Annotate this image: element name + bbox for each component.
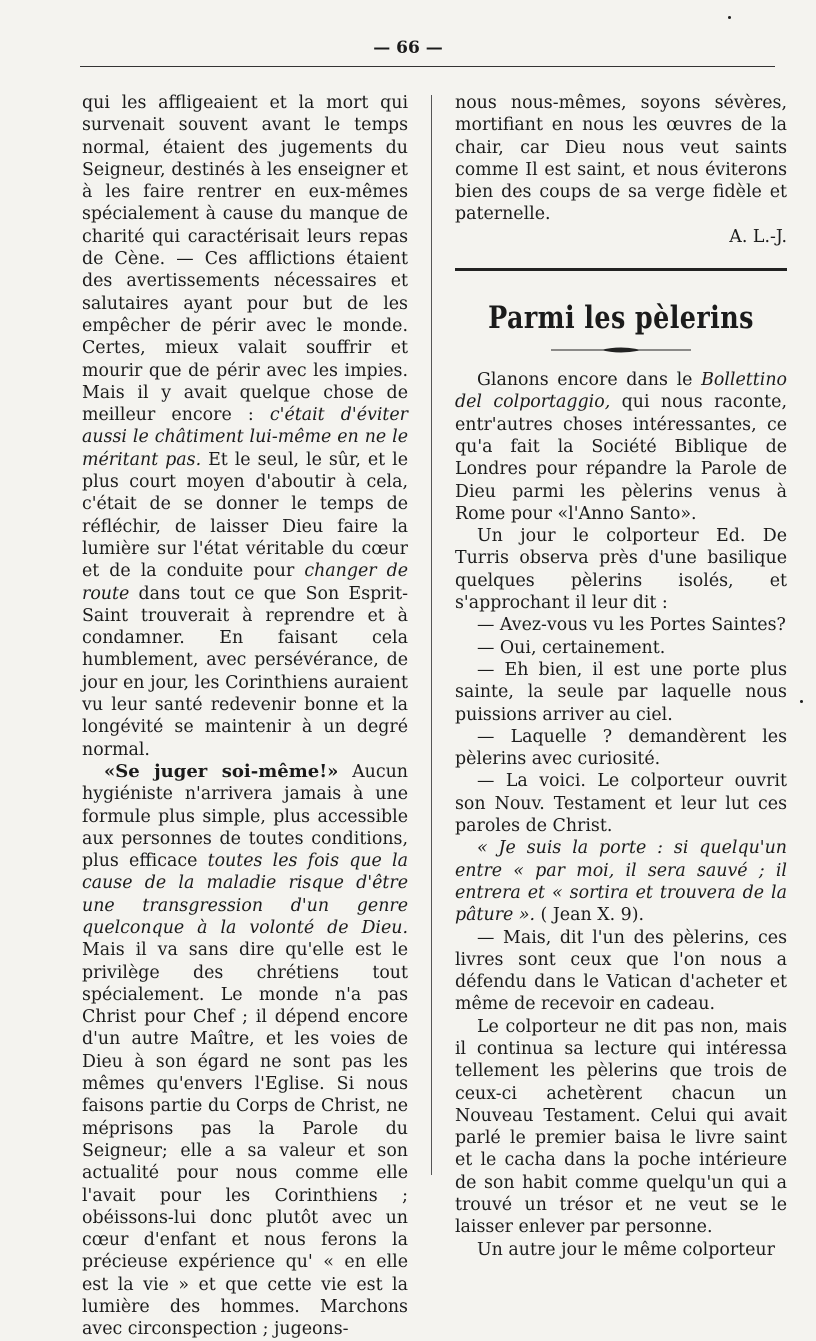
article-paragraph: Le colporteur ne dit pas non, mais il continua sa lecture qui intéressa tellement les pèlerins que trois de ceux-ci achetèrent chacun un Nouveau Testament. Celui qui avait parlé le premier baisa le livre saint et le cacha dans la poche intérieure de son habit comme quelqu'un qui a trouvé un trésor et ne veut se le laisser enlever par personne.: [455, 1016, 787, 1238]
article-paragraph: Un jour le colporteur Ed. De Turris observa près d'une basilique quelques pèlerins isolés, et s'approchant il leur dit :: [455, 526, 787, 614]
page-number: — 66 —: [373, 38, 443, 58]
section-title: Parmi les pèlerins: [488, 300, 754, 337]
print-speck: [800, 700, 803, 703]
quote-heading: «Se juger soi-même!»: [104, 760, 339, 782]
section-rule: [455, 268, 787, 271]
header-rule: [80, 66, 775, 67]
scripture-quote: « Je suis la porte : si quelqu'un entre « par moi, il sera sauvé ; il entrera et « sortira et trouvera de la pâture ». ( Jean X. 9).: [455, 838, 787, 926]
dialog-line: — Laquelle ? demandèrent les pèlerins avec curiosité.: [455, 726, 787, 770]
article-paragraph: Un autre jour le même colporteur: [477, 1239, 775, 1260]
dialog-line: — Eh bien, il est une porte plus sainte, la seule par laquelle nous puissions arriver au ciel.: [455, 659, 787, 725]
right-column: [455, 92, 787, 1261]
article-paragraph: Glanons encore dans le Bollettino del colportaggio, qui nous raconte, entr'autres choses intéressantes, ce qu'a fait la Société Biblique de Londres pour répandre la Parole de Dieu parmi les pèlerins venus à Rome pour «l'Anno Santo».: [455, 370, 787, 524]
column-divider: [431, 95, 432, 1175]
dialog-line: — Mais, dit l'un des pèlerins, ces livres sont ceux que l'on nous a défendu dans le Vatican d'acheter et même de recevoir en cadeau.: [455, 927, 787, 1015]
dialog-line: — Oui, certainement.: [477, 637, 666, 658]
dialog-line: — Avez-vous vu les Portes Saintes?: [477, 615, 786, 636]
ornament-divider: [551, 345, 691, 355]
left-column: [82, 92, 408, 1341]
article-paragraph: qui les affligeaient et la mort qui survenait souvent avant le temps normal, étaient des jugements du Seigneur, destinés à les enseigner et à les faire rentrer en eux-mêmes spécialement à cause du manque de charité qui caractérisait leurs repas de Cène. — Ces afflictions étaient des avertissements nécessaires et salutaires ayant pour but de les empêcher de périr avec le monde. Certes, mieux valait souffrir et mourir que de périr avec les impies. Mais il y avait quelque chose de meilleur encore : c'était d'éviter aussi le châtiment lui-même en ne le méritant pas. Et le seul, le sûr, et le plus court moyen d'aboutir à cela, c'était de se donner le temps de réfléchir, de laisser Dieu faire la lumière sur l'état véritable du cœur et de la conduite pour changer de route dans tout ce que Son Esprit-Saint trouverait à reprendre et à condamner. En faisant cela humblement, avec persévérance, de jour en jour, les Corinthiens auraient vu leur santé redevenir bonne et la longévité se maintenir à un degré normal.: [82, 93, 408, 760]
dialog-line: — La voici. Le colporteur ouvrit son Nouv. Testament et leur lut ces paroles de Christ.: [455, 771, 787, 837]
print-speck: [728, 16, 731, 19]
article-paragraph: «Se juger soi-même!» Aucun hygiéniste n'arrivera jamais à une formule plus simple, plus accessible aux personnes de toutes conditions, plus efficace toutes les fois que la cause de la maladie risque d'être une transgression d'un genre quelconque à la volonté de Dieu. Mais il va sans dire qu'elle est le privilège des chrétiens tout spécialement. Le monde n'a pas Christ pour Chef ; il dépend encore d'un autre Maître, et les voies de Dieu à son égard ne sont pas les mêmes qu'envers l'Eglise. Si nous faisons partie du Corps de Christ, ne méprisons pas la Parole du Seigneur; elle a sa valeur et son actualité pour nous comme elle l'avait pour les Corinthiens ; obéissons-lui donc plutôt avec un cœur d'enfant et nous ferons la précieuse expérience qu' « en elle est la vie » et que cette vie est la lumière des hommes. Marchons avec circonspection ; jugeons-: [82, 760, 408, 1340]
article-paragraph: nous nous-mêmes, soyons sévères, mortifiant en nous les œuvres de la chair, car Dieu nous veut saints comme Il est saint, et nous éviterons bien des coups de sa verge fidèle et paternelle.: [455, 93, 787, 225]
signature: A. L.-J.: [729, 226, 787, 247]
